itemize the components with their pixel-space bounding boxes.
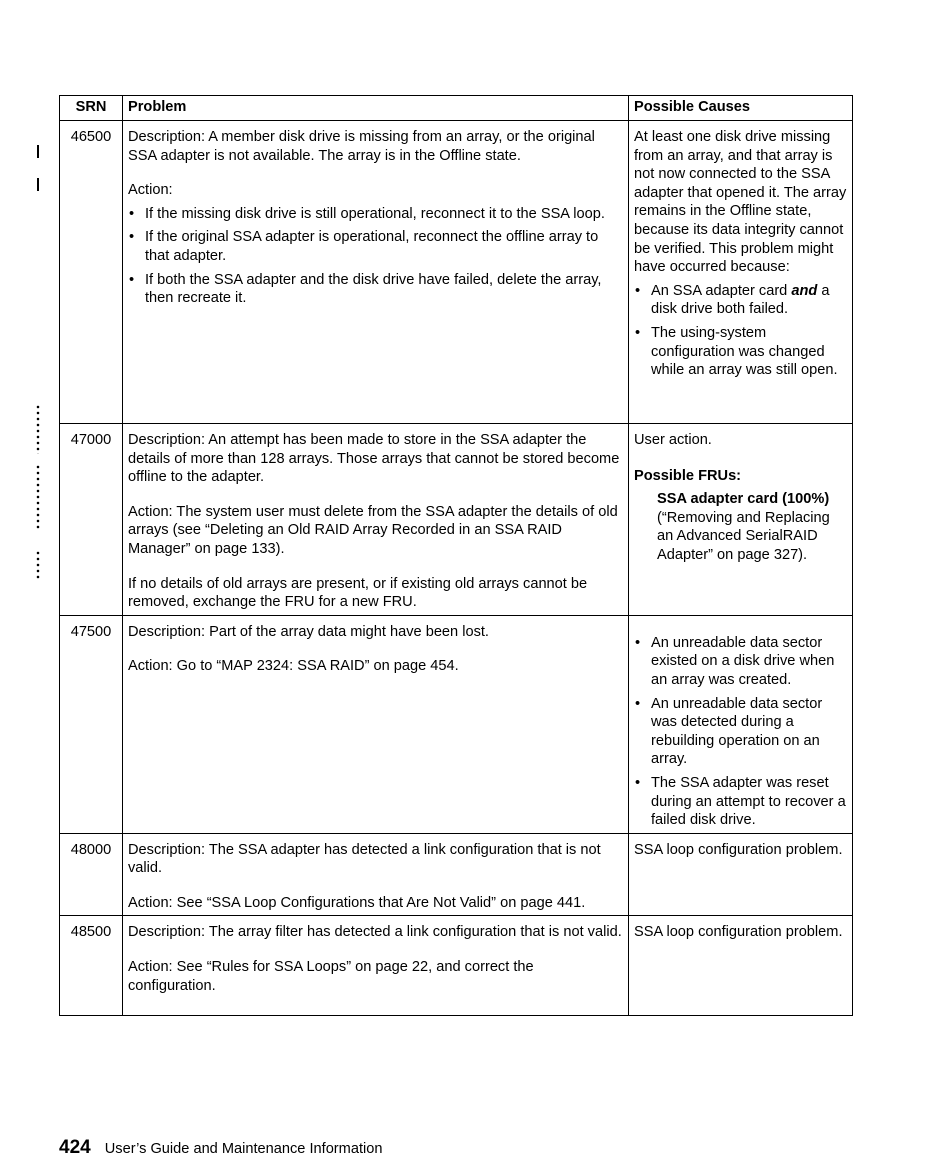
causes-cell [629,916,853,1016]
srn-code: 47500 [60,615,123,833]
problem-cell [123,833,629,916]
list-item: • An unreadable data sector existed on a disk drive when an array was created. [634,634,847,690]
fru-name: SSA adapter card (100%) [657,491,830,508]
problem-action: Action: See “Rules for SSA Loops” on page 22, and correct the configuration. [128,959,534,994]
srn-code: 48500 [60,916,123,1016]
possible-frus-label: Possible FRUs: [634,467,742,484]
revision-bar [37,145,39,158]
problem-action-label: Action: [128,182,173,199]
srn-code: 46500 [60,121,123,424]
causes-text: At least one disk drive missing from an array, and that array is not now connected to the SSA adapter that opened it. The array remains in the Offline state, because its data integrity cannot be verified. This problem might have occurred because: [634,129,847,276]
problem-action: Action: Go to “MAP 2324: SSA RAID” on page 454. [128,658,459,675]
causes-cell [629,424,853,616]
list-item: • If the missing disk drive is still operational, reconnect it to the SSA loop. [128,205,623,224]
problem-header: Problem [123,96,629,121]
revision-dots [36,404,40,454]
problem-cell [123,916,629,1016]
table-row [60,615,853,833]
list-item: • The using-system configuration was changed while an array was still open. [634,324,847,380]
problem-description: Description: The array filter has detected a link configuration that is not valid. [128,924,622,941]
table-row [60,833,853,916]
causes-list [634,634,847,830]
problem-action: Action: The system user must delete from the SSA adapter the details of old arrays (see “Deleting an Old RAID Array Recorded in an SSA RAID Manager” on page 133). [128,503,618,557]
causes-text: SSA loop configuration problem. [634,924,843,941]
problem-description: Description: Part of the array data might have been lost. [128,623,489,640]
srn-header: SRN [60,96,123,121]
causes-text: User action. [634,432,712,448]
action-list [128,205,623,308]
problem-cell [123,121,629,424]
list-item [634,282,847,319]
revision-dots [36,550,40,581]
cause-text: a disk drive both failed. [651,282,830,318]
page-number: 424 [59,1137,91,1158]
page-footer [59,1139,382,1159]
causes-cell [629,833,853,916]
fru-entry [634,490,847,564]
cause-emphasis: and [791,282,818,299]
problem-cell [123,424,629,616]
srn-table [59,95,853,1016]
list-item: • The SSA adapter was reset during an attempt to recover a failed disk drive. [634,774,847,830]
fru-reference: (“Removing and Replacing an Advanced SerialRAID Adapter” on page 327). [657,509,830,563]
causes-cell [629,615,853,833]
cause-text: An SSA adapter card [651,282,788,299]
document-title: User’s Guide and Maintenance Information [104,1141,383,1157]
problem-description: Description: The SSA adapter has detected a link configuration that is not valid. [128,841,601,877]
table-row [60,424,853,616]
srn-code: 48000 [60,833,123,916]
problem-action: Action: See “SSA Loop Configurations that Are Not Valid” on page 441. [128,894,586,911]
causes-header: Possible Causes [629,96,853,121]
srn-code: 47000 [60,424,123,616]
table-row [60,916,853,1016]
list-item: • If the original SSA adapter is operational, reconnect the offline array to that adapter. [128,228,623,265]
problem-description: Description: An attempt has been made to store in the SSA adapter the details of more than 128 arrays. Those arrays that cannot be stored become offline to the adapter. [128,432,620,486]
table-header-row [60,96,853,121]
causes-text: SSA loop configuration problem. [634,841,843,858]
problem-cell [123,615,629,833]
problem-description: Description: A member disk drive is missing from an array, or the original SSA adapter is not available. The array is in the Offline state. [128,129,595,164]
revision-bar [37,178,39,191]
problem-extra: If no details of old arrays are present, or if existing old arrays cannot be removed, exchange the FRU for a new FRU. [128,575,588,611]
causes-cell [629,121,853,424]
causes-list [634,282,847,380]
list-item: • If both the SSA adapter and the disk drive have failed, delete the array, then recreate it. [128,271,623,308]
table-row [60,121,853,424]
list-item: • An unreadable data sector was detected during a rebuilding operation on an array. [634,695,847,769]
revision-dots [36,464,40,530]
